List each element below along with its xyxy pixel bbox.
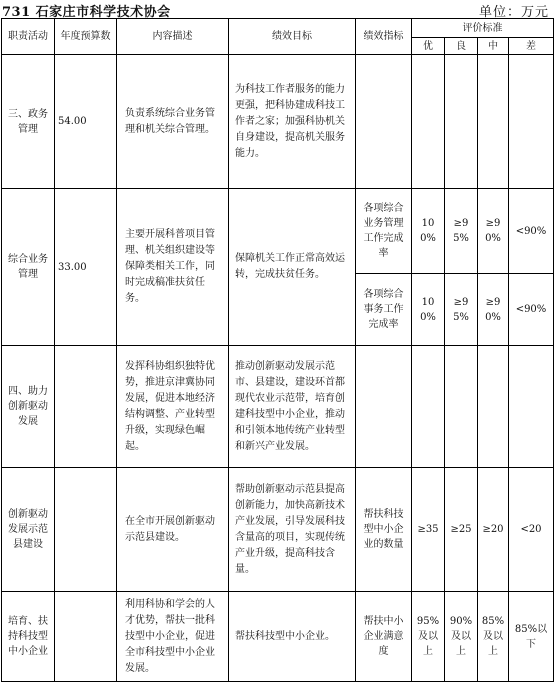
budget-cell	[55, 468, 117, 592]
good-cell	[445, 346, 478, 468]
table-row	[2, 346, 554, 468]
indicator-cell	[356, 346, 412, 468]
medium-cell	[478, 592, 509, 682]
good-value: ≥25	[450, 524, 472, 535]
duty-cell: 三、政务管理	[2, 55, 55, 189]
indicator-text: 帮扶科技型中小企业的数量	[363, 509, 404, 550]
goal-cell	[229, 346, 356, 468]
good-cell	[445, 189, 478, 274]
poor-cell	[509, 274, 554, 346]
table-row	[2, 189, 554, 274]
goal-text: 推动创新驱动发展示范市、县建设，建设环首都现代农业示范带，培育创建科技型中小企业，推动和引领本地传统产业转型和新兴产业发展。	[235, 360, 345, 452]
indicator-text: 帮扶中小企业满意度	[363, 616, 404, 657]
unit-label: 单位：万元	[478, 5, 549, 20]
medium-cell	[478, 189, 509, 274]
good-cell	[445, 468, 478, 592]
description-text: 主要开展科普项目管理、机关组织建设等保障类相关工作，同时完成稿准扶贫任务。	[125, 229, 215, 304]
excellent-cell	[412, 189, 445, 274]
good-value: ≥95%	[453, 218, 469, 244]
budget-cell: 54.00	[55, 55, 117, 189]
description-cell	[117, 55, 229, 189]
table-row	[2, 468, 554, 592]
medium-cell	[478, 346, 509, 468]
goal-cell	[229, 592, 356, 682]
poor-cell	[509, 346, 554, 468]
goal-text: 为科技工作者服务的能力更强，把科协建成科技工作者之家；加强科协机关自身建设，提高机关服务能力。	[235, 83, 345, 159]
good-value: 90%及以上	[449, 616, 473, 657]
budget-cell: 33.00	[55, 189, 117, 346]
budget-cell	[55, 592, 117, 682]
page-header	[0, 0, 555, 18]
excellent-value: 100%	[420, 218, 436, 244]
poor-value: <90%	[515, 225, 547, 237]
good-cell	[445, 55, 478, 189]
header-standard: 评价标准	[412, 19, 554, 38]
excellent-cell	[412, 592, 445, 682]
table-row	[2, 592, 554, 682]
duty-cell: 四、助力创新驱动发展	[2, 346, 55, 468]
indicator-cell	[356, 468, 412, 592]
header-good: 良	[445, 38, 478, 55]
excellent-value: ≥35	[417, 524, 439, 535]
description-cell	[117, 592, 229, 682]
good-cell	[445, 592, 478, 682]
goal-text: 帮助创新驱动示范县提高创新能力，加快高新技术产业发展，引导发展科技含量高的项目，实现传统产业升级，提高科技含量。	[235, 483, 345, 575]
medium-value: 85%及以上	[481, 616, 505, 657]
excellent-value: 95%及以上	[416, 616, 440, 657]
indicator-cell	[356, 592, 412, 682]
budget-cell	[55, 346, 117, 468]
header-duty: 职责活动	[2, 19, 55, 55]
excellent-cell	[412, 468, 445, 592]
header-description: 内容描述	[117, 19, 229, 55]
goal-text: 保障机关工作正常高效运转，完成扶贫任务。	[235, 253, 345, 280]
description-cell	[117, 189, 229, 346]
excellent-cell	[412, 55, 445, 189]
goal-cell	[229, 468, 356, 592]
medium-value: ≥90%	[485, 218, 501, 244]
header-goal: 绩效目标	[229, 19, 356, 55]
poor-cell	[509, 468, 554, 592]
excellent-cell	[412, 346, 445, 468]
poor-value: <20	[520, 524, 542, 535]
medium-value: ≥90%	[485, 296, 501, 323]
excellent-cell	[412, 274, 445, 346]
poor-value: <90%	[515, 304, 547, 315]
document-title: 731 石家庄市科学技术协会	[2, 5, 171, 20]
header-medium: 中	[478, 38, 509, 55]
header-excellent: 优	[412, 38, 445, 55]
goal-text: 帮扶科技型中小企业。	[235, 630, 335, 642]
description-cell	[117, 346, 229, 468]
indicator-cell	[356, 55, 412, 189]
poor-value: 85%以下	[514, 623, 548, 650]
indicator-cell	[356, 274, 412, 346]
performance-table	[1, 18, 554, 682]
medium-cell	[478, 274, 509, 346]
poor-cell	[509, 592, 554, 682]
header-indicator: 绩效指标	[356, 19, 412, 55]
description-text: 利用科协和学会的人才优势，帮扶一批科技型中小企业，促进全市科技型中小企业发展。	[125, 598, 215, 674]
goal-cell	[229, 189, 356, 346]
poor-cell	[509, 189, 554, 274]
excellent-value: 100%	[420, 296, 436, 323]
header-budget: 年度预算数	[55, 19, 117, 55]
indicator-text: 各项综合事务工作完成率	[363, 289, 404, 330]
good-value: ≥95%	[453, 296, 469, 323]
duty-cell: 综合业务管理	[2, 189, 55, 346]
description-text: 在全市开展创新驱动示范县建设。	[125, 515, 215, 543]
header-poor: 差	[509, 38, 554, 55]
table-row	[2, 55, 554, 189]
medium-cell	[478, 55, 509, 189]
description-cell	[117, 468, 229, 592]
medium-cell	[478, 468, 509, 592]
good-cell	[445, 274, 478, 346]
indicator-cell	[356, 189, 412, 274]
description-text: 发挥科协组织独特优势，推进京津冀协同发展，促进本地经济结构调整、产业转型升级，实现绿色崛起。	[125, 360, 215, 452]
indicator-text: 各项综合业务管理工作完成率	[363, 203, 404, 259]
description-text: 负责系统综合业务管理和机关综合管理。	[125, 107, 215, 135]
medium-value: ≥20	[482, 524, 504, 535]
goal-cell	[229, 55, 356, 189]
duty-cell: 创新驱动发展示范县建设	[2, 468, 55, 592]
duty-cell: 培育、扶持科技型中小企业	[2, 592, 55, 682]
poor-cell	[509, 55, 554, 189]
